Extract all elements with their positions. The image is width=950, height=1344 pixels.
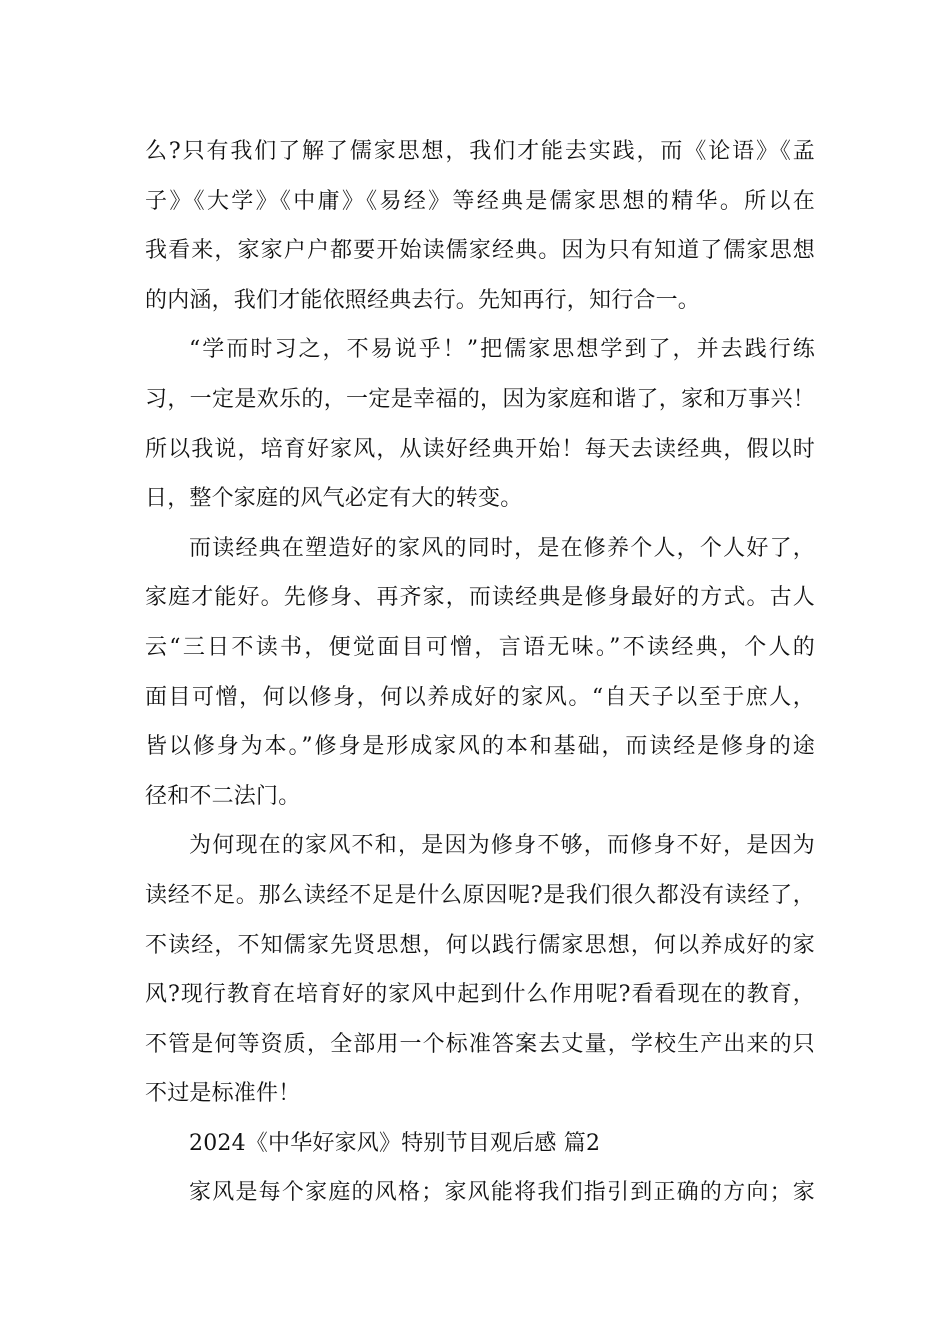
paragraph-line: 为何现在的家风不和，是因为修身不够，而修身不好，是因为 xyxy=(189,833,815,859)
paragraph-line: 而读经典在塑造好的家风的同时，是在修养个人，个人好了， xyxy=(189,535,815,561)
paragraph-line: “学而时习之，不易说乎！”把儒家思想学到了，并去践行练 xyxy=(189,337,815,363)
paragraph-line: 所以我说，培育好家风，从读好经典开始！每天去读经典，假以时 xyxy=(145,436,815,462)
paragraph-line: 读经不足。那么读经不足是什么原因呢?是我们很久都没有读经了， xyxy=(145,882,815,908)
paragraph-line: 么?只有我们了解了儒家思想，我们才能去实践，而《论语》《孟 xyxy=(145,139,815,164)
paragraph-line: 皆以修身为本。”修身是形成家风的本和基础，而读经是修身的途 xyxy=(145,734,815,760)
paragraph-line: 不管是何等资质，全部用一个标准答案去丈量，学校生产出来的只 xyxy=(145,1031,815,1057)
paragraph-line: 子》《大学》《中庸》《易经》等经典是儒家思想的精华。所以在 xyxy=(145,188,815,214)
paragraph-line: 云“三日不读书，便觉面目可憎，言语无味。”不读经典，个人的 xyxy=(145,634,815,660)
paragraph-5 xyxy=(145,1168,815,1218)
paragraph-line: 习，一定是欢乐的，一定是幸福的，因为家庭和谐了，家和万事兴！ xyxy=(145,386,815,412)
paragraph-line: 风?现行教育在培育好的家风中起到什么作用呢?看看现在的教育， xyxy=(145,982,815,1008)
paragraph-line: 径和不二法门。 xyxy=(145,783,301,809)
paragraph-4 xyxy=(145,821,815,1119)
paragraph-line: 的内涵，我们才能依照经典去行。先知再行，知行合一。 xyxy=(145,287,701,313)
paragraph-line: 不读经，不知儒家先贤思想，何以践行儒家思想，何以养成好的家 xyxy=(145,932,815,958)
paragraph-line: 不过是标准件！ xyxy=(145,1081,301,1107)
paragraph-line: 我看来，家家户户都要开始读儒家经典。因为只有知道了儒家思想 xyxy=(145,238,815,264)
paragraph-line: 家庭才能好。先修身、再齐家，而读经典是修身最好的方式。古人 xyxy=(145,585,815,611)
paragraph-line: 家风是每个家庭的风格；家风能将我们指引到正确的方向；家 xyxy=(189,1180,815,1206)
paragraph-1 xyxy=(145,127,815,325)
paragraph-line: 面目可憎，何以修身，何以养成好的家风。“自天子以至于庶人， xyxy=(145,684,815,710)
paragraph-3 xyxy=(145,524,815,822)
document-body xyxy=(145,127,815,1218)
section-title: 2024《中华好家风》特别节目观后感 篇2 xyxy=(189,1130,601,1156)
paragraph-2 xyxy=(145,325,815,523)
paragraph-line: 日，整个家庭的风气必定有大的转变。 xyxy=(145,486,523,512)
